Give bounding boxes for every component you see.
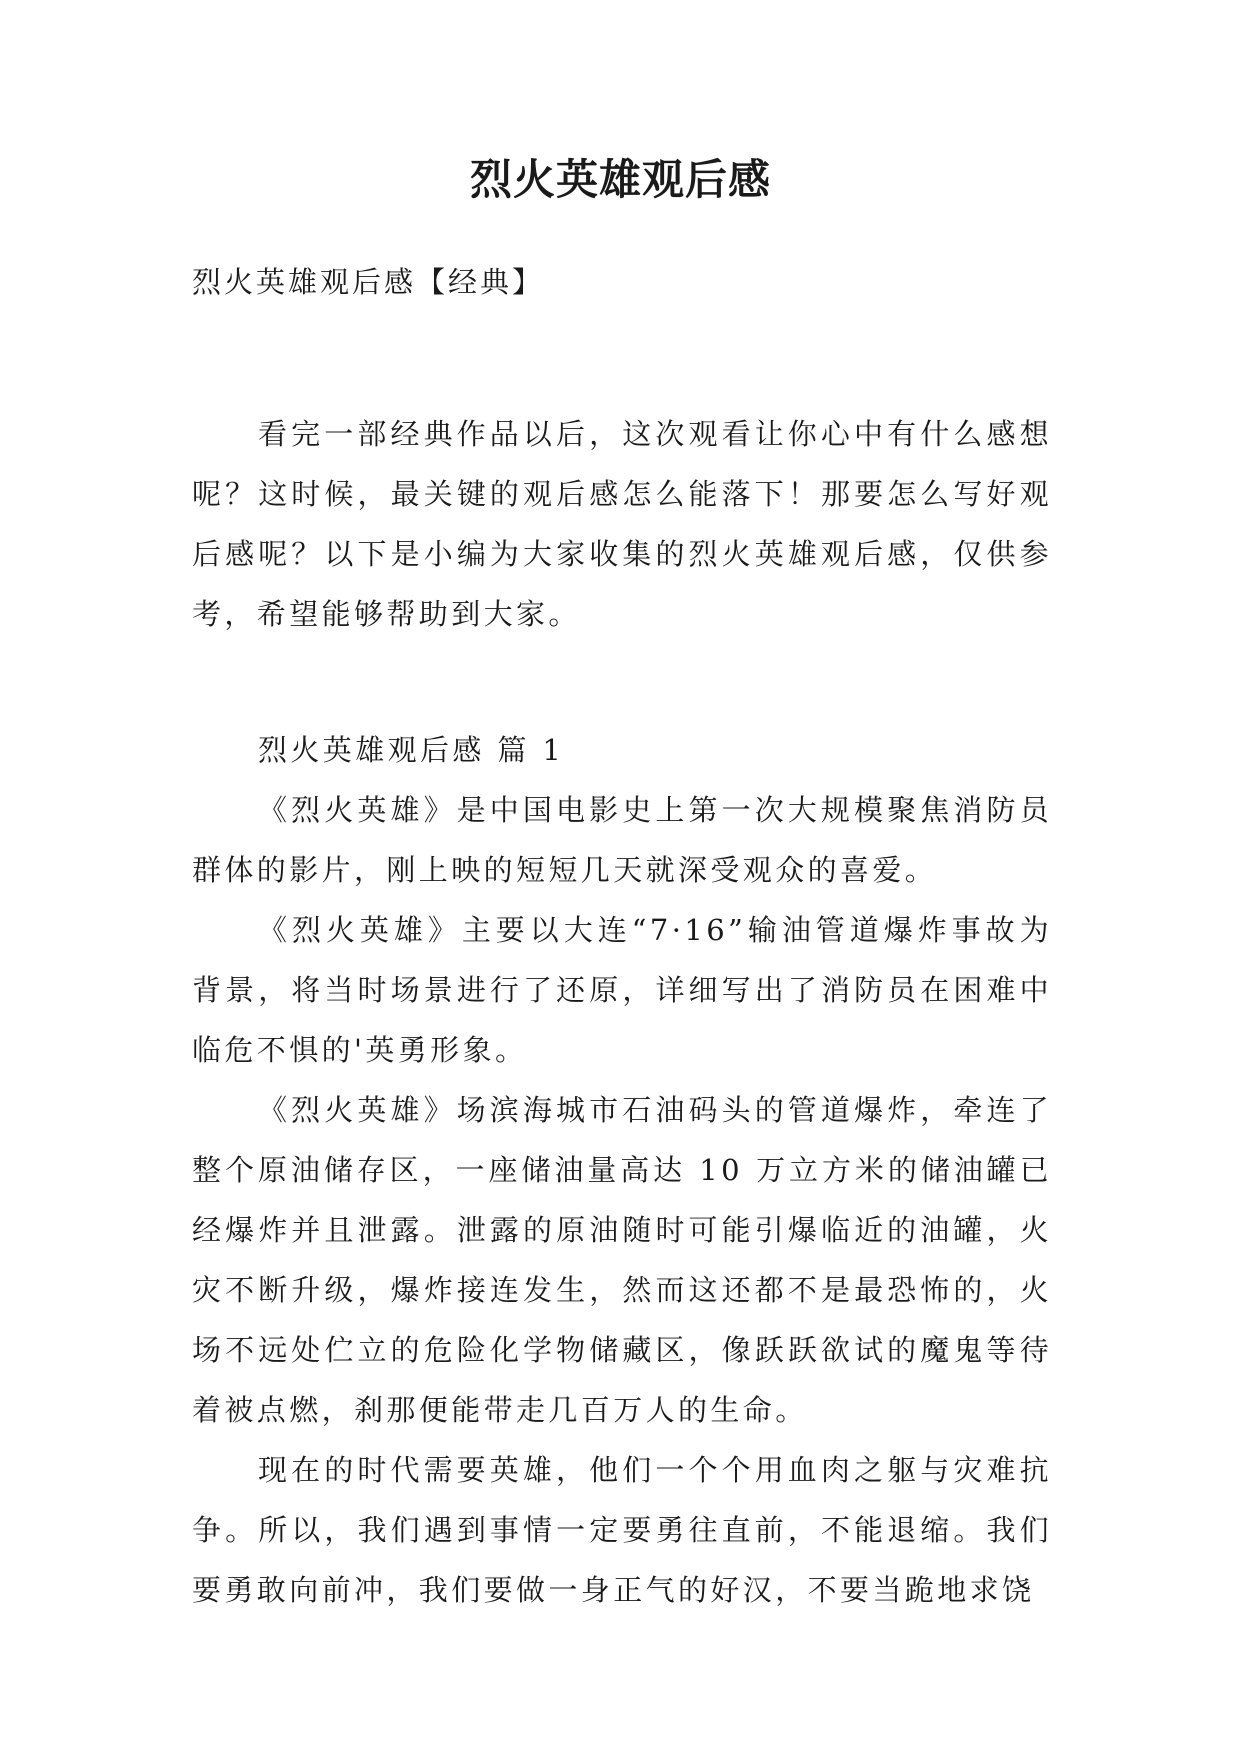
intro-paragraph: 看完一部经典作品以后，这次观看让你心中有什么感想呢？这时候，最关键的观后感怎么能落下！那要怎么写好观后感呢？以下是小编为大家收集的烈火英雄观后感，仅供参考，希望能够帮助到大家。	[192, 417, 1052, 631]
body-paragraph-1: 《烈火英雄》是中国电影史上第一次大规模聚焦消防员群体的影片，刚上映的短短几天就深受观众的喜爱。	[192, 793, 1052, 887]
body-paragraph-4: 现在的时代需要英雄，他们一个个用血肉之躯与灾难抗争。所以，我们遇到事情一定要勇往直前，不能退缩。我们要勇敢向前冲，我们要做一身正气的好汉，不要当跪地求饶	[192, 1453, 1052, 1607]
body-paragraph-3: 《烈火英雄》场滨海城市石油码头的管道爆炸，牵连了整个原油储存区，一座储油量高达 10 万立方米的储油罐已经爆炸并且泄露。泄露的原油随时可能引爆临近的油罐，火灾不断升级，爆炸接连发生，然而这还都不是最恐怖的，火场不远处伫立的危险化学物储藏区，像跃跃欲试的魔鬼等待着被点燃，刹那便能带走几百万人的生命。	[192, 1093, 1052, 1427]
document-subtitle: 烈火英雄观后感【经典】	[192, 265, 545, 299]
document-title: 烈火英雄观后感	[469, 155, 771, 204]
section-heading: 烈火英雄观后感 篇 1	[258, 733, 565, 767]
body-paragraph-2: 《烈火英雄》主要以大连“7·16”输油管道爆炸事故为背景，将当时场景进行了还原，详细写出了消防员在困难中临危不惧的'英勇形象。	[192, 913, 1052, 1067]
document-body	[192, 404, 1052, 1620]
